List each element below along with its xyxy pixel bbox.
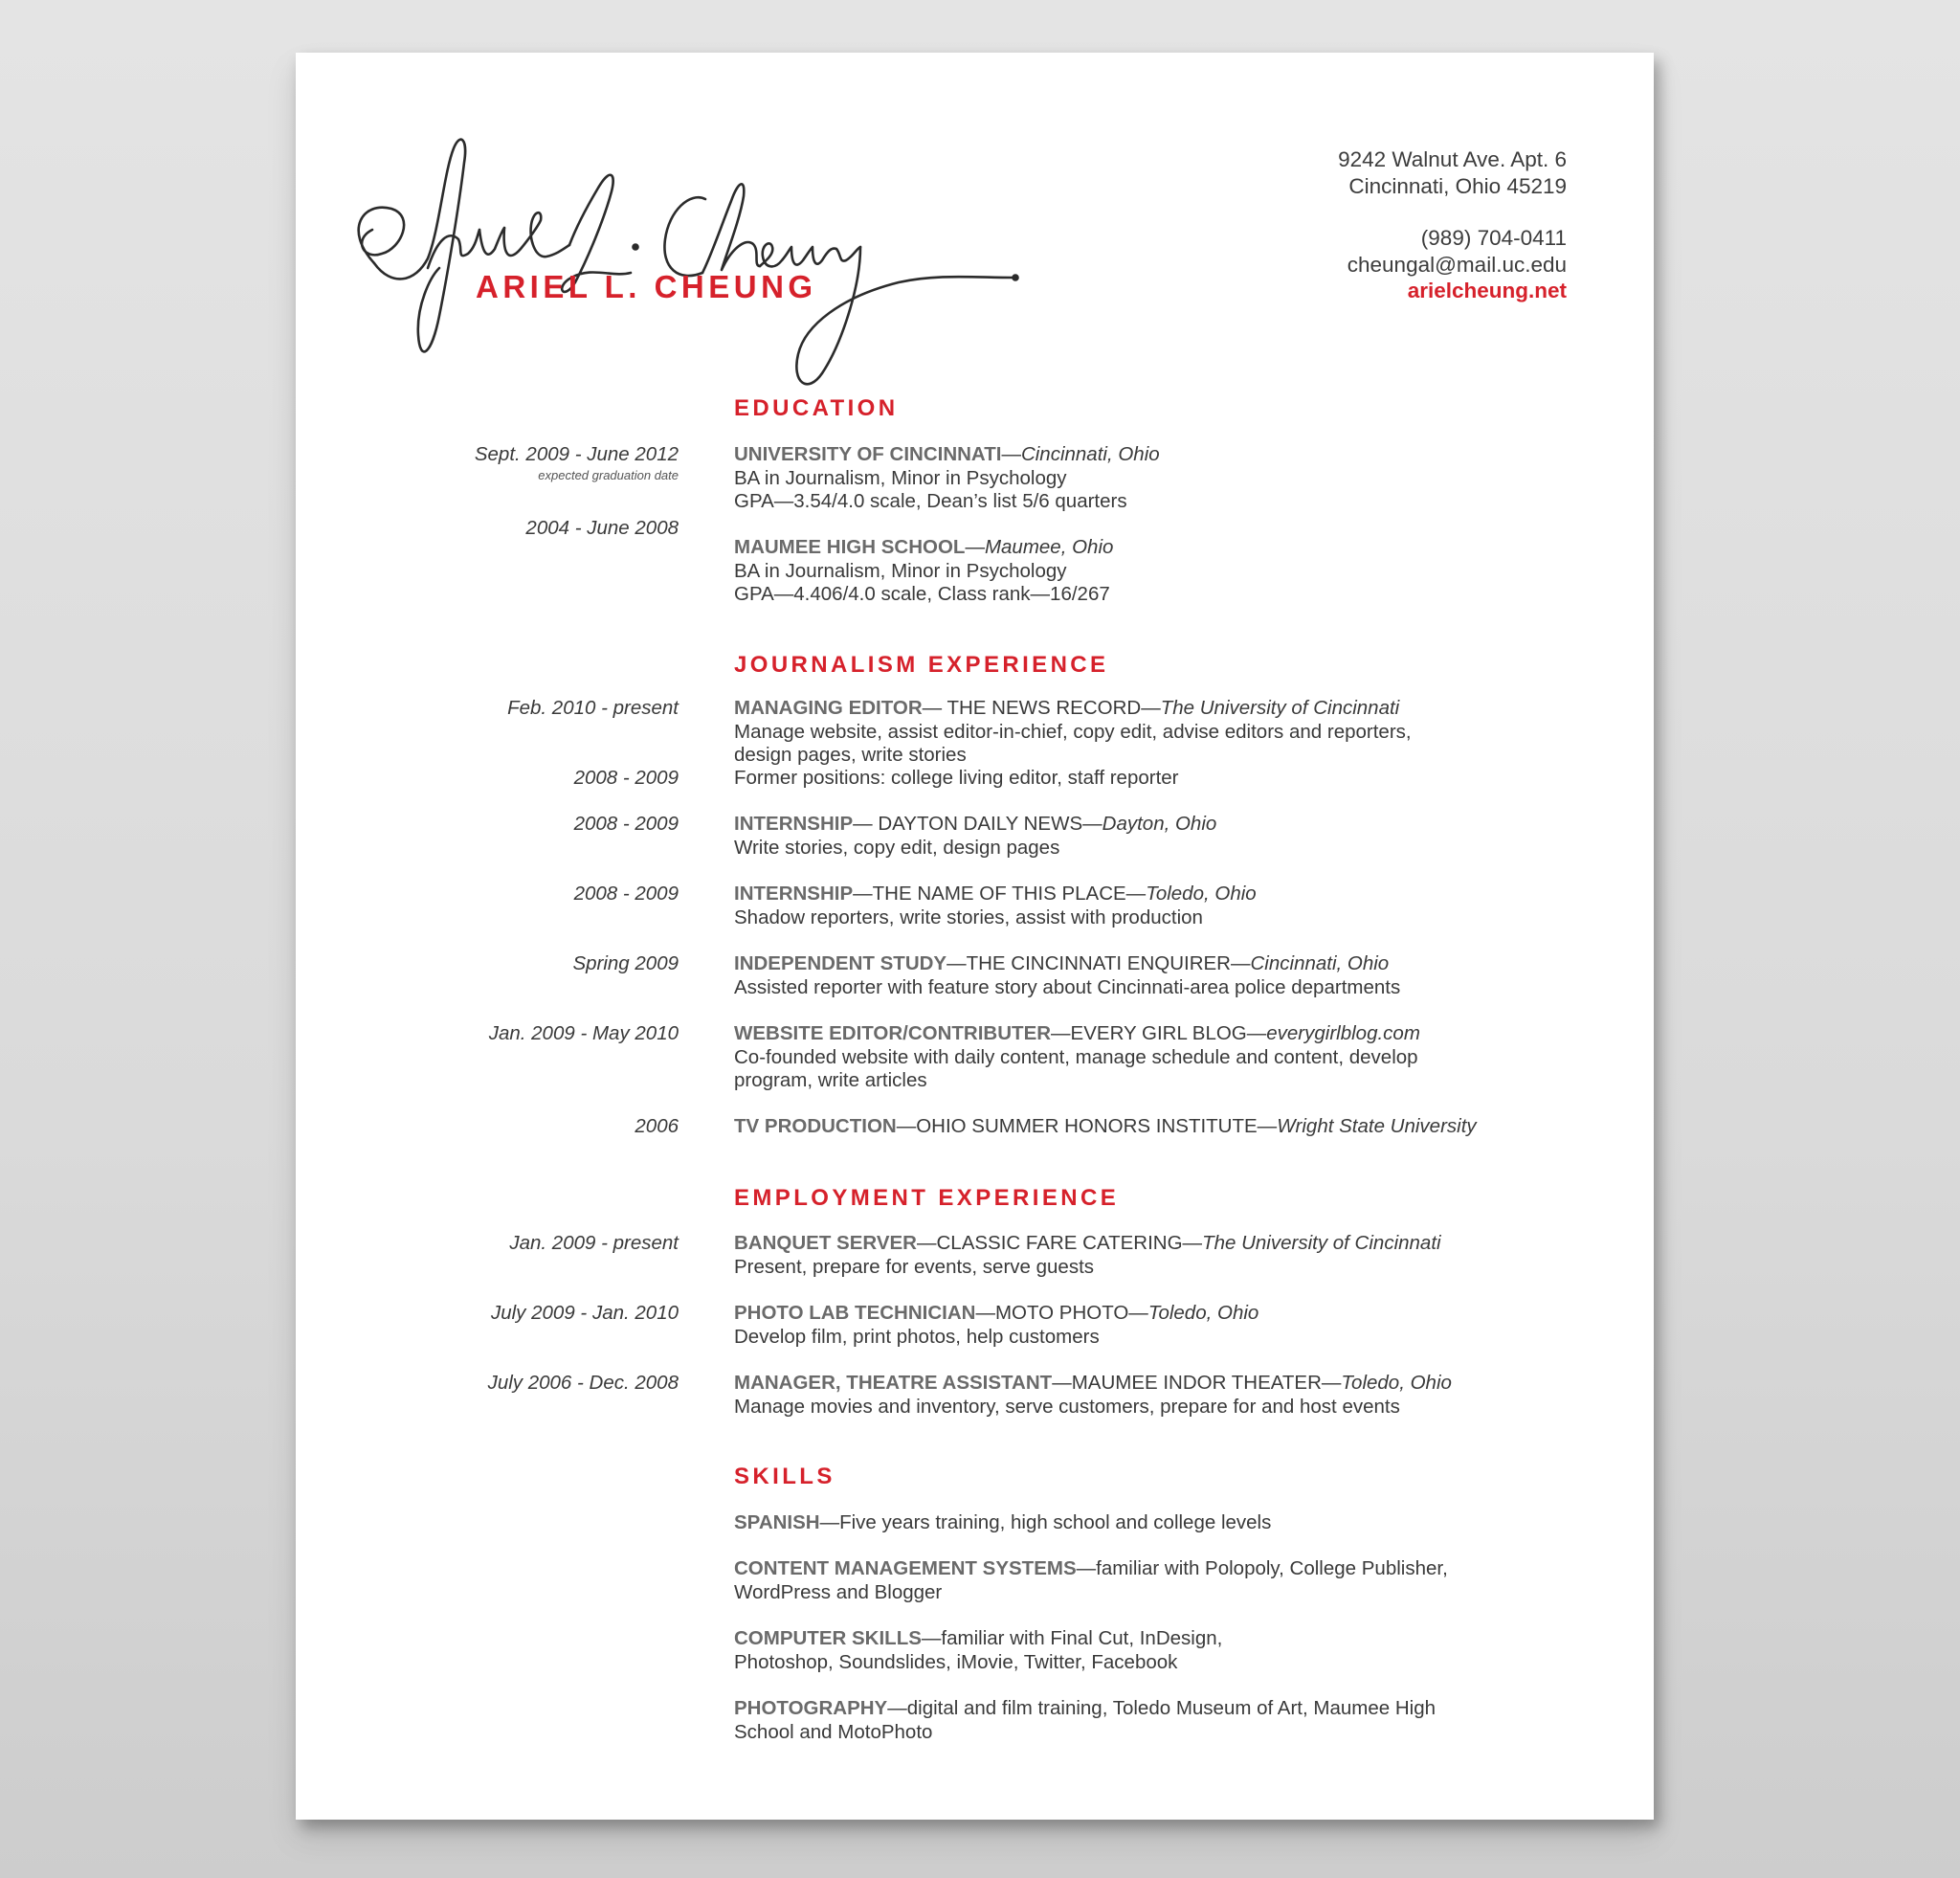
entry-label: MANAGING EDITOR	[734, 697, 923, 719]
entry-date: July 2006 - Dec. 2008	[487, 1372, 679, 1394]
entry-location: Cincinnati, Ohio	[1250, 952, 1390, 974]
entry-date: July 2009 - Jan. 2010	[490, 1302, 679, 1324]
entry-line: program, write articles	[734, 1069, 927, 1091]
entry-org: —EVERY GIRL BLOG—	[1051, 1022, 1267, 1044]
resume-page	[296, 53, 1654, 1820]
contact-block	[1338, 146, 1567, 304]
entry-body	[734, 1115, 1557, 1139]
entry-location: Toledo, Ohio	[1147, 1302, 1259, 1324]
entry-line: GPA—4.406/4.0 scale, Class rank—16/267	[734, 583, 1110, 605]
skill-label: CONTENT MANAGEMENT SYSTEMS	[734, 1557, 1077, 1579]
entry-body	[734, 1302, 1557, 1349]
entry-label: BANQUET SERVER	[734, 1232, 917, 1254]
entry-line: Former positions: college living editor, staff reporter	[734, 767, 1179, 789]
entry-org: — DAYTON DAILY NEWS—	[853, 813, 1102, 835]
entry-body	[734, 536, 1557, 607]
signature-graphic	[324, 96, 1042, 412]
skill-text: —familiar with Final Cut, InDesign,	[921, 1627, 1223, 1649]
entry-line: Manage website, assist editor-in-chief, copy edit, advise editors and reporters,	[734, 720, 1412, 743]
entry-line: BA in Journalism, Minor in Psychology	[734, 466, 1067, 489]
entry-body	[734, 952, 1557, 999]
entry-line: Shadow reporters, write stories, assist with production	[734, 905, 1203, 928]
entry-body	[734, 1557, 1557, 1604]
entry-line: BA in Journalism, Minor in Psychology	[734, 559, 1067, 582]
skill-text-continued: School and MotoPhoto	[734, 1720, 933, 1743]
entry-org: —THE NAME OF THIS PLACE—	[853, 883, 1147, 905]
entry-org: —MAUMEE INDOR THEATER—	[1052, 1372, 1342, 1394]
skill-label: SPANISH	[734, 1511, 820, 1533]
entry-label: MANAGER, THEATRE ASSISTANT	[734, 1372, 1053, 1394]
section-title-skills: SKILLS	[734, 1464, 835, 1489]
entry-label: INTERNSHIP	[734, 813, 854, 835]
separator: —	[1001, 443, 1021, 465]
entry-label: TV PRODUCTION	[734, 1115, 897, 1137]
address-line-1: 9242 Walnut Ave. Apt. 6	[1338, 147, 1567, 171]
section-title-employment: EMPLOYMENT EXPERIENCE	[734, 1185, 1120, 1211]
phone-number: (989) 704-0411	[1420, 226, 1567, 250]
entry-org: —MOTO PHOTO—	[975, 1302, 1148, 1324]
entry-date: Spring 2009	[572, 952, 679, 974]
skill-text: —familiar with Polopoly, College Publisher,	[1076, 1557, 1448, 1579]
entry-body	[734, 1697, 1557, 1744]
entry-location: Toledo, Ohio	[1341, 1372, 1452, 1394]
entry-org: —THE CINCINNATI ENQUIRER—	[947, 952, 1251, 974]
address-line-2: Cincinnati, Ohio 45219	[1348, 173, 1567, 198]
entry-org: —CLASSIC FARE CATERING—	[917, 1232, 1203, 1254]
entry-line: Co-founded website with daily content, manage schedule and content, develop	[734, 1045, 1418, 1068]
section-title-journalism: JOURNALISM EXPERIENCE	[734, 652, 1109, 678]
entry-line: Develop film, print photos, help customers	[734, 1325, 1100, 1348]
entry-line: Write stories, copy edit, design pages	[734, 836, 1060, 859]
skill-text: —Five years training, high school and college levels	[819, 1511, 1272, 1533]
entry-label: MAUMEE HIGH SCHOOL	[734, 536, 966, 558]
skill-label: COMPUTER SKILLS	[734, 1627, 922, 1649]
entry-line: Present, prepare for events, serve guests	[734, 1255, 1095, 1278]
entry-body	[734, 883, 1557, 929]
entry-date: Jan. 2009 - May 2010	[488, 1022, 679, 1044]
entry-line: Manage movies and inventory, serve customers, prepare for and host events	[734, 1395, 1400, 1418]
entry-date: 2008 - 2009	[573, 883, 679, 905]
entry-org: — THE NEWS RECORD—	[922, 697, 1161, 719]
entry-line: Assisted reporter with feature story about Cincinnati-area police departments	[734, 975, 1401, 998]
entry-location: everygirlblog.com	[1266, 1022, 1420, 1044]
skill-text: —digital and film training, Toledo Museum of Art, Maumee High	[887, 1697, 1436, 1719]
entry-org: —OHIO SUMMER HONORS INSTITUTE—	[896, 1115, 1278, 1137]
skill-label: PHOTOGRAPHY	[734, 1697, 888, 1719]
entry-label: UNIVERSITY OF CINCINNATI	[734, 443, 1002, 465]
section-title-education: EDUCATION	[734, 395, 899, 421]
entry-body	[734, 813, 1557, 860]
entry-location: Toledo, Ohio	[1146, 883, 1257, 905]
entry-date: Jan. 2009 - present	[509, 1232, 679, 1254]
entry-body	[734, 1627, 1557, 1674]
entry-location: The University of Cincinnati	[1160, 697, 1400, 719]
entry-location: The University of Cincinnati	[1202, 1232, 1441, 1254]
entry-date: 2006	[635, 1115, 679, 1137]
entry-location: Dayton, Ohio	[1102, 813, 1217, 835]
entry-label: INDEPENDENT STUDY	[734, 952, 947, 974]
entry-location: Cincinnati, Ohio	[1020, 443, 1160, 465]
entry-date: 2008 - 2009	[573, 767, 679, 789]
skill-text-continued: WordPress and Blogger	[734, 1580, 943, 1603]
entry-label: WEBSITE EDITOR/CONTRIBUTER	[734, 1022, 1052, 1044]
entry-body	[734, 1511, 1557, 1535]
entry-body	[734, 1372, 1557, 1419]
entry-date: Feb. 2010 - present	[507, 697, 679, 719]
entry-location: Maumee, Ohio	[984, 536, 1114, 558]
entry-body	[734, 443, 1557, 514]
entry-date: 2008 - 2009	[573, 813, 679, 835]
entry-body	[734, 697, 1557, 768]
entry-line: GPA—3.54/4.0 scale, Dean’s list 5/6 quarters	[734, 490, 1127, 512]
entry-body	[734, 1022, 1557, 1093]
entry-label: INTERNSHIP	[734, 883, 854, 905]
entry-body	[734, 1232, 1557, 1279]
email-address[interactable]: cheungal@mail.uc.edu	[1347, 252, 1567, 277]
entry-date: 2004 - June 2008	[525, 517, 679, 539]
name-heading: ARIEL L. CHEUNG	[476, 269, 817, 304]
entry-label: PHOTO LAB TECHNICIAN	[734, 1302, 976, 1324]
entry-line: design pages, write stories	[734, 744, 967, 766]
skill-text-continued: Photoshop, Soundslides, iMovie, Twitter, Facebook	[734, 1650, 1178, 1673]
separator: —	[965, 536, 985, 558]
website-link[interactable]: arielcheung.net	[1407, 279, 1567, 302]
entry-date	[475, 443, 679, 484]
entry-location: Wright State University	[1277, 1115, 1477, 1137]
date-note: expected graduation date	[538, 467, 679, 482]
date-range: Sept. 2009 - June 2012	[474, 443, 679, 465]
